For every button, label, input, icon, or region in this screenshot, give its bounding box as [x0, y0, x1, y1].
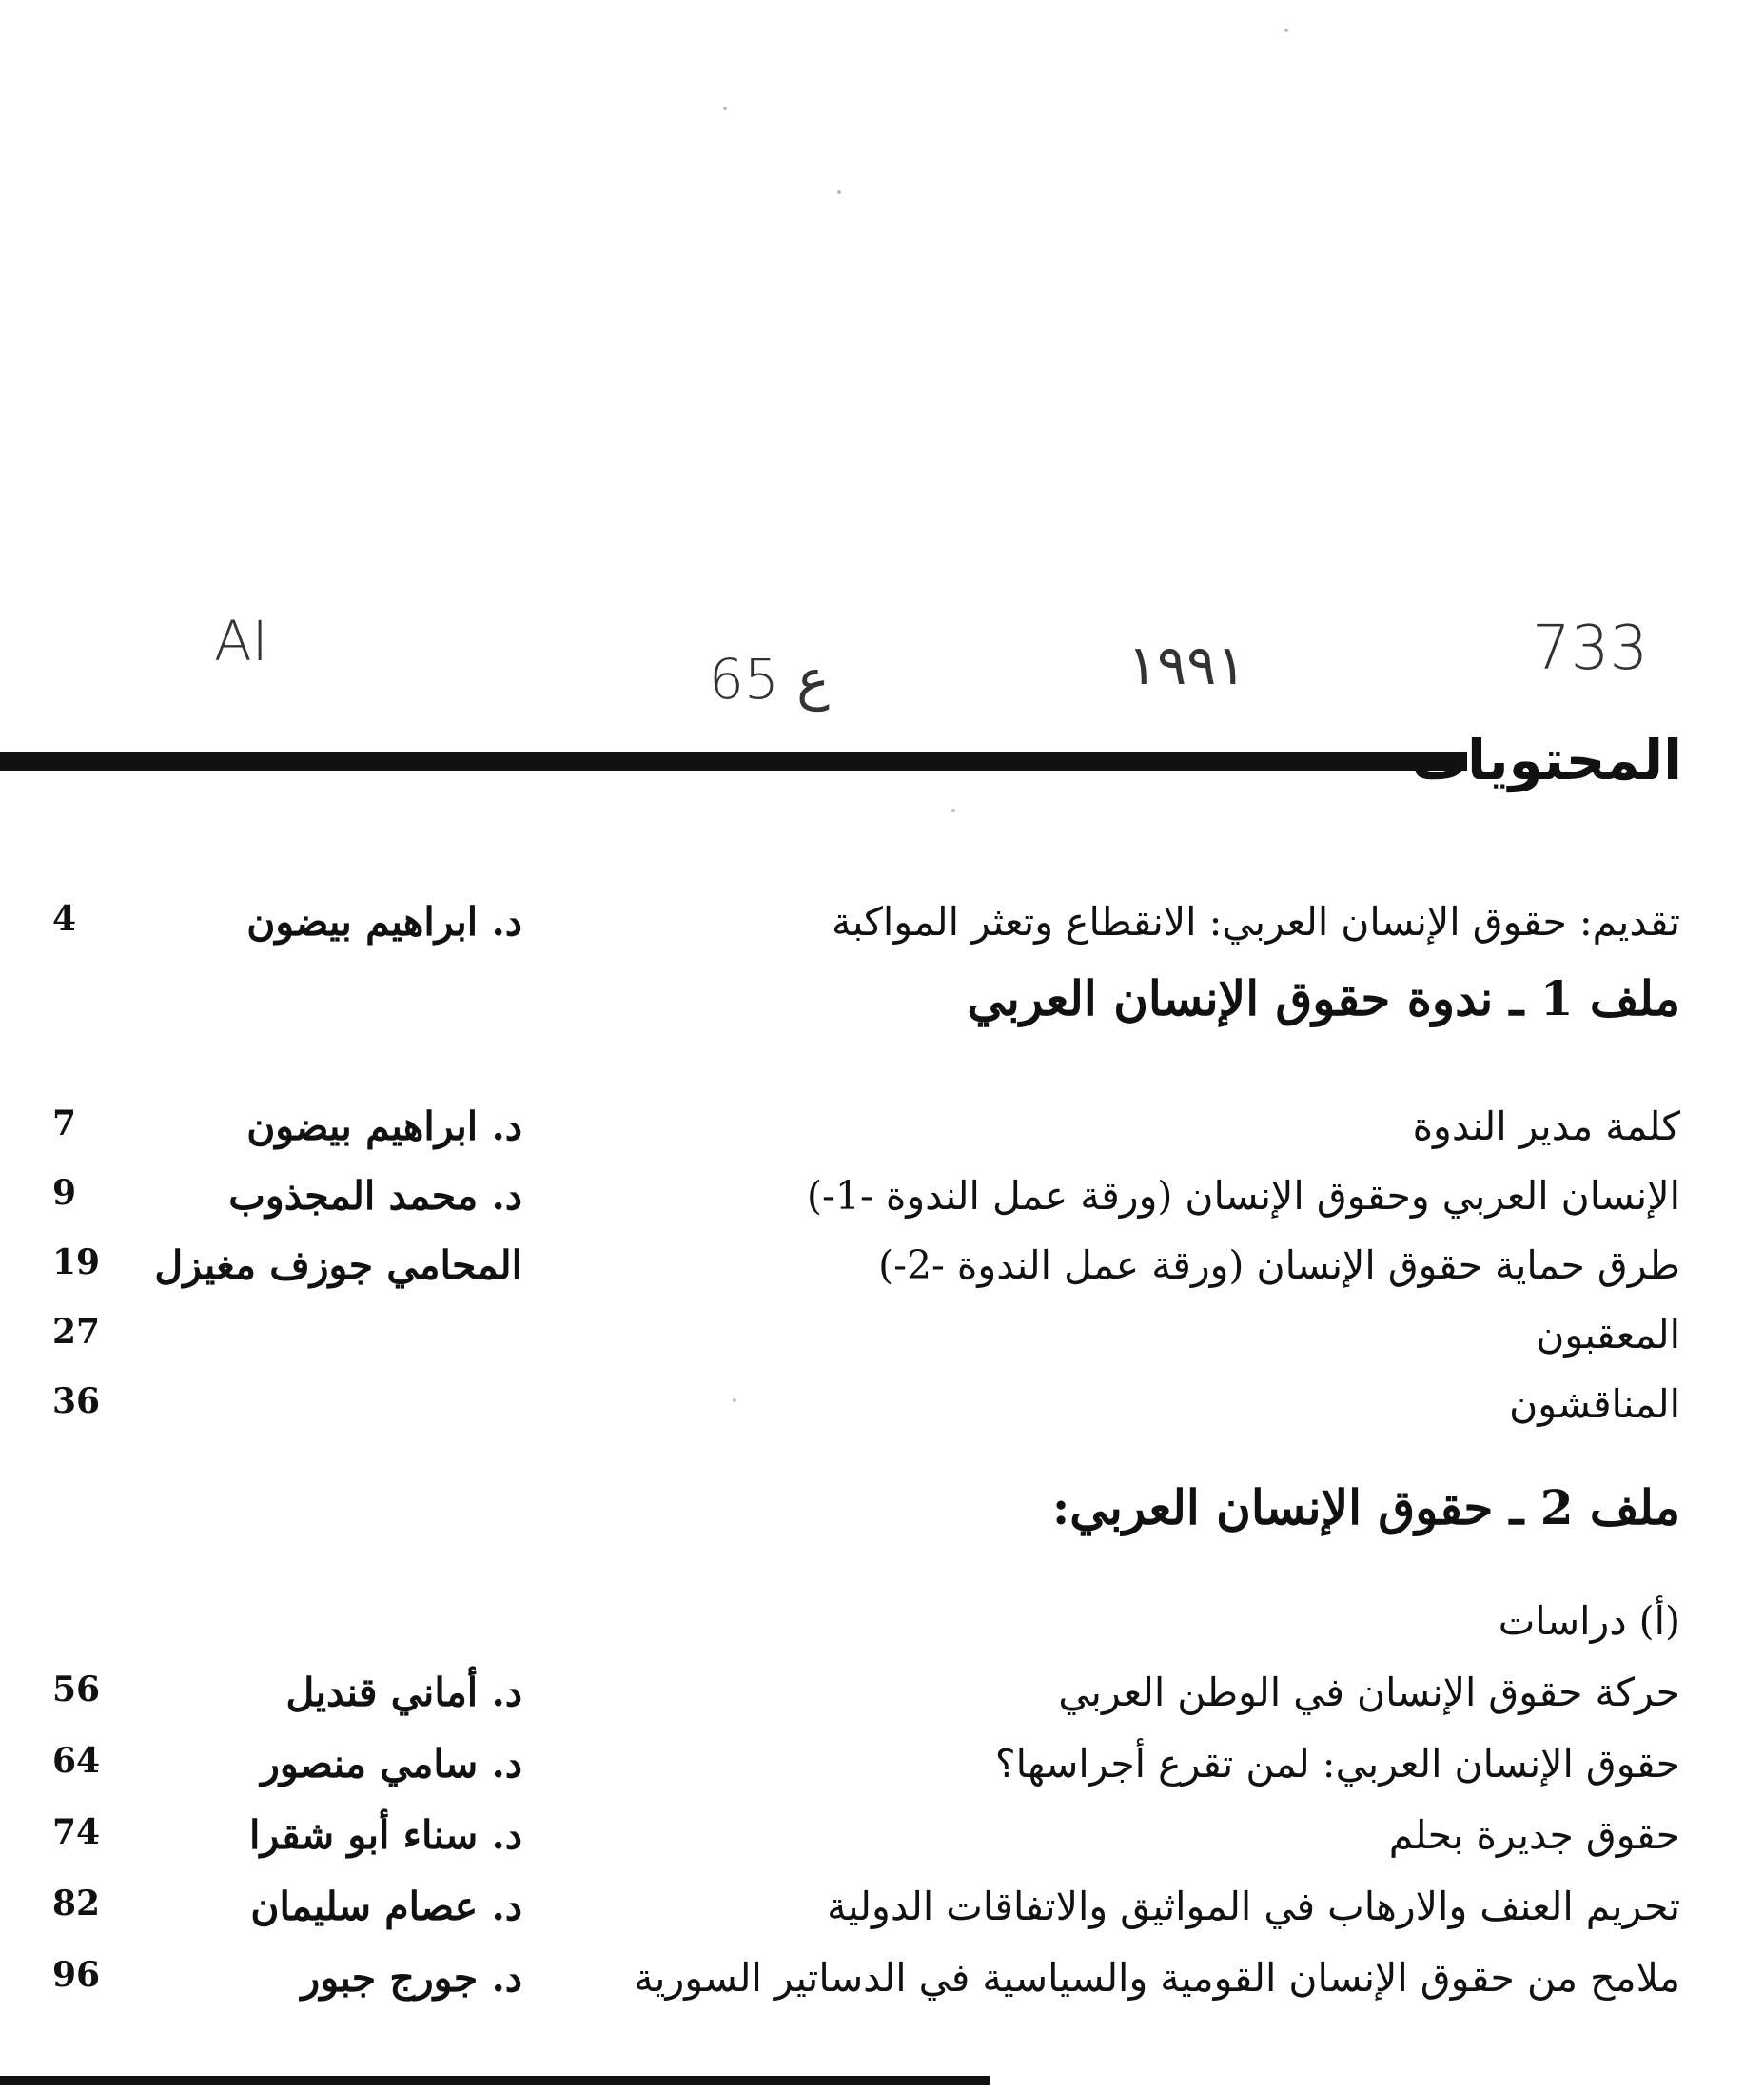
entry-author: د. ابراهيم بيضون [246, 1104, 522, 1149]
bottom-rule [0, 2076, 990, 2085]
entry-author: المحامي جوزف مغيزل [154, 1242, 522, 1288]
toc-entry [0, 1812, 1764, 1869]
entry-author: د. عصام سليمان [250, 1884, 522, 1929]
entry-page: 74 [52, 1812, 101, 1852]
toc-entry [0, 899, 1764, 956]
entry-title: تحريم العنف والارهاب في المواثيق والاتفاقات الدولية [827, 1884, 1680, 1929]
entry-author: د. أماني قنديل [285, 1670, 522, 1715]
handwritten-note-year: ١٩٩١ [1127, 633, 1246, 697]
entry-page: 19 [52, 1242, 101, 1282]
heading-rule [0, 752, 1467, 771]
toc-entry [0, 1955, 1764, 2012]
entry-page: 27 [52, 1312, 101, 1352]
handwritten-note-left: AI [214, 609, 268, 674]
entry-title: المعقبون [1536, 1312, 1680, 1358]
scan-speck [723, 107, 727, 110]
entry-author: د. سامي منصور [261, 1741, 522, 1787]
entry-title: كلمة مدير الندوة [1412, 1104, 1680, 1149]
entry-author: د. جورج جبور [301, 1955, 522, 2001]
entry-author: د. محمد المجذوب [228, 1173, 522, 1219]
entry-page: 96 [52, 1955, 101, 1995]
toc-entry [0, 1104, 1764, 1161]
toc-entry [0, 1670, 1764, 1727]
entry-page: 64 [52, 1741, 101, 1781]
entry-author: د. ابراهيم بيضون [246, 899, 522, 945]
entry-title: ملامح من حقوق الإنسان القومية والسياسية في الدساتير السورية [634, 1955, 1680, 2001]
entry-title: المناقشون [1509, 1381, 1680, 1427]
handwritten-note-center: 65 ع [709, 647, 830, 712]
entry-page: 82 [52, 1884, 101, 1924]
entry-title: الإنسان العربي وحقوق الإنسان (ورقة عمل الندوة -1-) [807, 1173, 1680, 1219]
entry-page: 4 [52, 899, 77, 939]
entry-page: 7 [52, 1104, 77, 1143]
scan-speck [837, 190, 841, 194]
entry-page: 56 [52, 1670, 101, 1709]
entry-title: حقوق الإنسان العربي: لمن تقرع أجراسها؟ [994, 1741, 1680, 1787]
scan-speck [951, 809, 955, 812]
toc-entry [0, 1173, 1764, 1230]
handwritten-note-right: 733 [1532, 614, 1649, 684]
section-subheading: (أ) دراسات [1498, 1598, 1680, 1644]
toc-entry [0, 1741, 1764, 1798]
entry-author: د. سناء أبو شقرا [249, 1812, 522, 1858]
entry-page: 9 [52, 1173, 77, 1213]
toc-entry [0, 1884, 1764, 1941]
entry-title: حقوق جديرة بحلم [1388, 1812, 1680, 1858]
scan-speck [1284, 29, 1288, 32]
section-heading-1: ملف 1 ـ ندوة حقوق الإنسان العربي [967, 970, 1680, 1026]
toc-entry [0, 1312, 1764, 1369]
entry-title: طرق حماية حقوق الإنسان (ورقة عمل الندوة -2-) [878, 1242, 1680, 1288]
toc-title: المحتويات [1411, 728, 1682, 792]
entry-page: 36 [52, 1381, 101, 1421]
entry-title: تقديم: حقوق الإنسان العربي: الانقطاع وتعثر المواكبة [831, 899, 1680, 945]
entry-title: حركة حقوق الإنسان في الوطن العربي [1058, 1670, 1680, 1715]
toc-entry [0, 1381, 1764, 1438]
toc-entry [0, 1242, 1764, 1299]
section-heading-2: ملف 2 ـ حقوق الإنسان العربي: [1051, 1479, 1680, 1535]
